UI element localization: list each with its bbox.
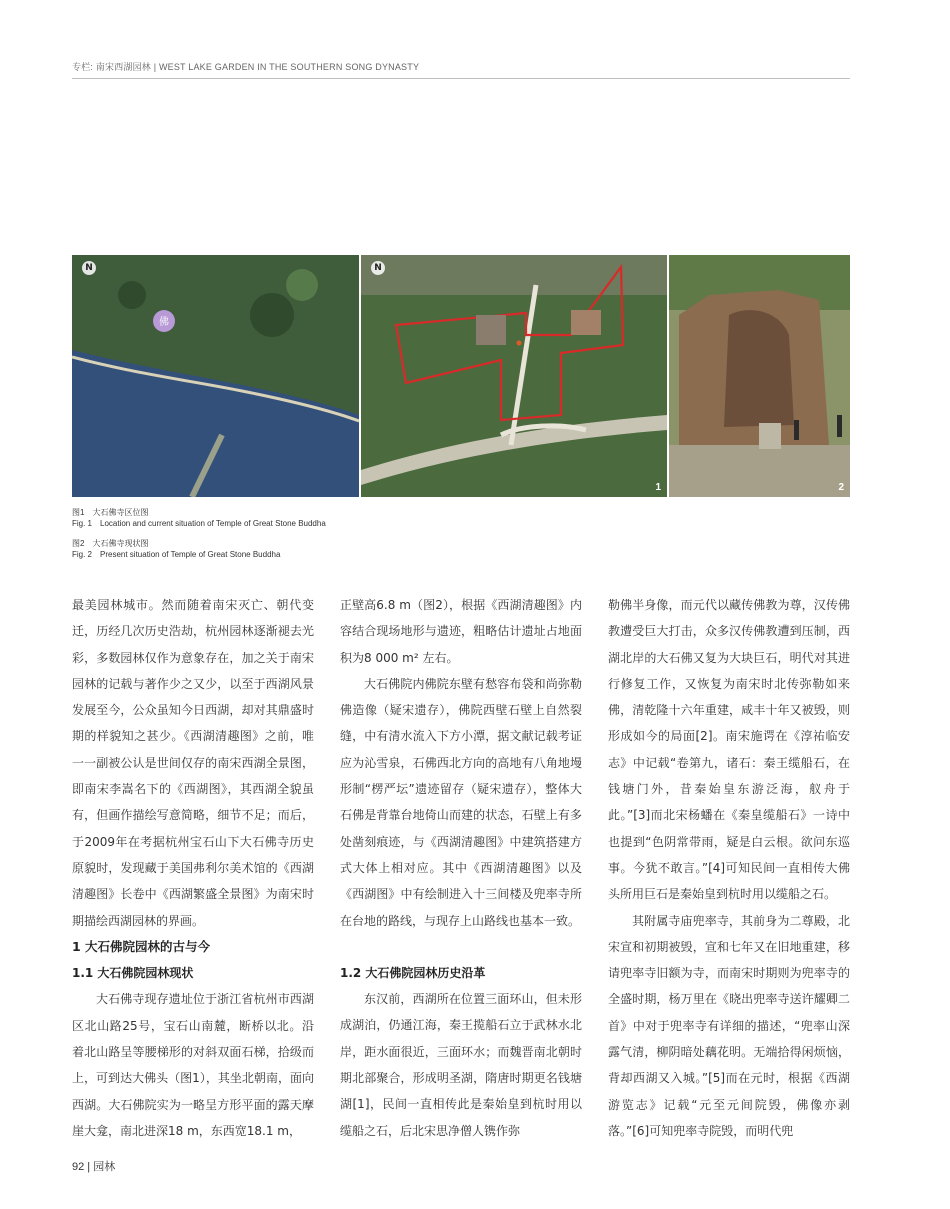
panel-number: 2 xyxy=(838,482,844,493)
north-arrow-icon: N xyxy=(371,261,385,275)
location-map-image xyxy=(72,255,359,497)
page-footer: 92 | 园林 xyxy=(72,1161,116,1173)
paragraph: 东汉前，西湖所在位置三面环山，但未形成湖泊，仍通江海，秦王揽船石立于武林水北岸，距水面很近，三面环水；而魏晋南北朝时期北部聚合，形成明圣湖，隋唐时期更名钱塘湖[1]，民间一直相传此是秦始皇到杭时用以缆船之石，后北宋思净僧人镌作弥 xyxy=(340,992,582,1138)
subsection-heading: 1.1 大石佛院园林现状 xyxy=(72,966,194,981)
north-arrow-icon: N xyxy=(82,261,96,275)
map-graphic xyxy=(72,255,359,497)
paragraph: 最美园林城市。然而随着南宋灭亡、朝代变迁，历经几次历史浩劫，杭州园林逐渐褪去光彩，多数园林仅作为意象存在，加之关于南宋园林的记载与著作少之又少，以至于西湖风景发展至今，公众虽知今日西湖，却对其鼎盛时期的样貌知之甚少。《西湖清趣图》之前，唯一一副被公认是世间仅存的南宋西湖全景图，即南宋李嵩名下的《西湖图》，其西湖全貌虽有，但画作描绘写意简略，细节不足；而后，于2009年在考据杭州宝石山下大石佛寺历史原貌时，发现藏于美国弗利尔美术馆的《西湖清趣图》长卷中《西湖繁盛全景图》为南宋时期描绘西湖园林的界画。 xyxy=(72,598,314,928)
fig1-caption-cn: 图1 大石佛寺区位图 xyxy=(72,508,149,517)
paragraph: 大石佛院内佛院东壁有愁容布袋和尚弥勒佛造像（疑宋遗存），佛院西壁石壁上自然裂缝，中有清水流入下方小潭，据文献记载考证应为沁雪泉，石佛西北方向的高地有八角地墁形制“楞严坛”遗迹留存（疑宋遗存），整体大石佛是背靠台地倚山而建的状态，石壁上有多处凿刻痕迹，与《西湖清趣图》中建筑搭建方式大体上相对应。其中《西湖清趣图》以及《西湖图》中有绘制进入十三间楼及兜率寺所在台地的路线，与现存上山路线也基本一致。 xyxy=(340,676,582,928)
paragraph: 勒佛半身像，而元代以藏传佛教为尊，汉传佛教遭受巨大打击，众多汉传佛教遭到压制，西湖北岸的大石佛又复为大块巨石，明代对其进行修复工作，又恢复为南宋时北传弥勒如来佛，清乾隆十六年重建，咸丰十年又被毁，则形成如今的局面[2]。南宋施谔在《淳祐临安志》中记载“卷第九，诸石：秦王缆船石，在钱塘门外，昔秦始皇东游泛海，舣舟于此。”[3]而北宋杨蟠在《秦皇缆船石》一诗中也提到“色阴常带雨，疑是白云根。欲问东巡事。今犹不敢言。”[4]可知民间一直相传大佛头所用巨石是秦始皇到杭时用以缆船之石。 xyxy=(608,598,850,902)
paragraph: 大石佛寺现存遗址位于浙江省杭州市西湖区北山路25号，宝石山南麓，断桥以北。沿着北山路呈等腰梯形的对斜双面石梯，拾级而上，可到达大佛头（图1），其坐北朝南，面向西湖。大石佛院实为一略呈方形平面的露天摩崖大龛，南北进深18 m，东西宽18.1 m， xyxy=(72,992,314,1138)
section-heading: 1 大石佛院园林的古与今 xyxy=(72,938,211,954)
aerial-site-image xyxy=(361,255,667,497)
site-photo-image xyxy=(669,255,850,497)
column-3 xyxy=(608,592,850,1144)
body-columns xyxy=(72,592,850,1144)
paragraph: 正壁高6.8 m（图2），根据《西湖清趣图》内容结合现场地形与遗迹，粗略估计遗址占地面积为8 000 m² 左右。 xyxy=(340,598,582,665)
photo-graphic xyxy=(669,255,850,497)
subsection-heading: 1.2 大石佛院园林历史沿革 xyxy=(340,965,486,980)
aerial-graphic xyxy=(361,255,667,497)
svg-text:佛: 佛 xyxy=(159,317,169,328)
panel-number: 1 xyxy=(655,482,661,493)
column-1 xyxy=(72,592,314,1144)
fig2-caption-cn: 图2 大石佛寺现状图 xyxy=(72,539,149,548)
figure-captions xyxy=(72,507,850,569)
figure-panels xyxy=(72,255,850,497)
fig1-caption-en: Fig. 1 Location and current situation of Temple of Great Stone Buddha xyxy=(72,519,326,528)
running-header: 专栏: 南宋西湖园林 | WEST LAKE GARDEN IN THE SOUTHERN SONG DYNASTY xyxy=(72,60,850,79)
column-2 xyxy=(340,592,582,1144)
paragraph: 其附属寺庙兜率寺，其前身为二尊殿，北宋宣和初期被毁，宣和七年又在旧地重建，移请兜率寺旧额为寺，而南宋时期则为兜率寺的全盛时期，杨万里在《晓出兜率寺送许耀卿二首》中对于兜率寺有详细的描述，“兜率山深露气清，柳阴暗处藕花明。无端拾得闲烦恼，背却西湖又入城。”[5]而在元时，根据《西湖游览志》记载“元至元间院毁，佛像亦剥落。”[6]可知兜率寺院毁，而明代兜 xyxy=(608,913,850,1138)
fig2-caption-en: Fig. 2 Present situation of Temple of Great Stone Buddha xyxy=(72,550,281,559)
